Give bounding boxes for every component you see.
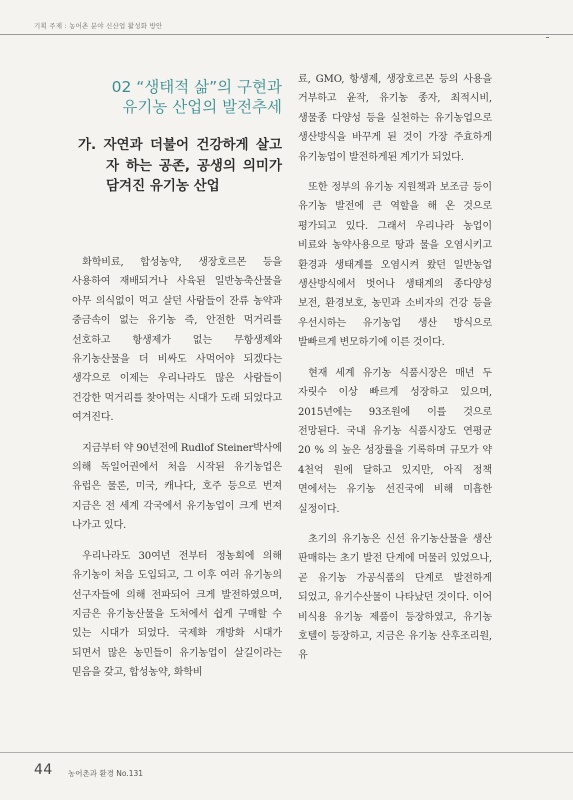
section-title-line1: 02 “생태적 삶”의 구현과 [111,78,282,96]
section-title [72,77,282,117]
footer-rule [0,752,573,753]
paragraph: 또한 정부의 유기농 지원책과 보조금 등이 유기농 발전에 큰 역할을 해 온 것으로 평가되고 있다. 그래서 우리나라 농업이 비료와 농약사용으로 땅과 물을 오염시키고 환경과 생태계를 오염시켜 왔던 일반농업 생산방식에서 벗어나 생태계의 종다양성 보전, 환경보호, 농민과 소비자의 건강 등을 우선시하는 유기농업 생산 방식으로 발빠르게 변모하기에 이른 것이다. [298,182,492,349]
paragraph: 우리나라도 30여년 전부터 정농회에 의해 유기농이 처음 도입되고, 그 이후 여러 유기농의 선구자들에 의해 전파되어 크게 발전하였으며, 지금은 유기농산물을 도처에서 쉽게 구매할 수 있는 시대가 되었다. 국제화 개방화 시대가 되면서 많은 농민들이 유기농업이 살길이라는 믿음을 갖고, 합성농약, 화학비 [72,550,282,679]
header-tick-mark [546,37,549,38]
paragraph: 현재 세계 유기농 식품시장은 매년 두 자릿수 이상 빠르게 성장하고 있으며, 2015년에는 93조원에 이를 것으로 전망된다. 국내 유기농 식품시장도 연평균 20 % 의 높은 성장률을 기록하며 규모가 약 4천억 원에 달하고 있지만, 아직 정책 면에서는 유기농 선진국에 비해 미흡한 실정이다. [298,367,492,515]
page-number: 44 [34,762,53,778]
right-body-text [298,70,492,677]
left-body-text [72,253,282,694]
paragraph: 료, GMO, 항생제, 생장호르몬 등의 사용을 거부하고 윤작, 유기농 종자, 최적시비, 생물종 다양성 등을 실천하는 유기농업으로 생산방식을 바꾸게 된 것이 가장 주효하게 유기농업이 발전하게된 계기가 되었다. [298,74,492,163]
publication-name: 농어촌과 환경 No.131 [68,769,144,778]
header-text: 기획 주제 : 농어촌 분야 신산업 활성화 방안 [34,22,163,30]
subsection-title-text: 가. 자연과 더불어 건강하게 살고자 하는 공존, 공생의 의미가 담겨진 유기농 산업 [78,137,282,194]
running-header [0,0,573,34]
header-rule [0,34,573,35]
subsection-title [78,135,282,197]
section-title-line2: 유기농 산업의 발전추세 [122,98,282,116]
paragraph: 지금부터 약 90년전에 Rudlof Steiner박사에 의해 독일어권에서 처음 시작된 유기농업은 유럽은 물론, 미국, 캐나다, 호주 등으로 번져 지금은 전 세계 각국에서 유기농업이 크게 번져 나가고 있다. [72,442,282,532]
paragraph: 화학비료, 합성농약, 생장호르몬 등을 사용하여 재배되거나 사육된 일반농축산물을 아무 의식없이 먹고 살던 사람들이 잔류 농약과 중금속이 없는 유기농 즉, 안전한 먹거리를 선호하고 항생제가 없는 무항생제와 유기농산물을 더 비싸도 사먹어야 되겠다는 생각으로 이제는 우리나라도 많은 사람들이 건강한 먹거리를 찾아먹는 시대가 도래 되었다고 여겨진다. [72,257,282,424]
paragraph: 초기의 유기농은 신선 유기농산물을 생산 판매하는 초기 발전 단계에 머물러 있었으나, 곧 유기농 가공식품의 단계로 발전하게 되었고, 유기수산물이 나타났던 것이다. 이어 비식용 유기농 제품이 등장하였고, 유기농 호텔이 등장하고, 지금은 유기농 산후조리원, 유 [298,533,492,662]
